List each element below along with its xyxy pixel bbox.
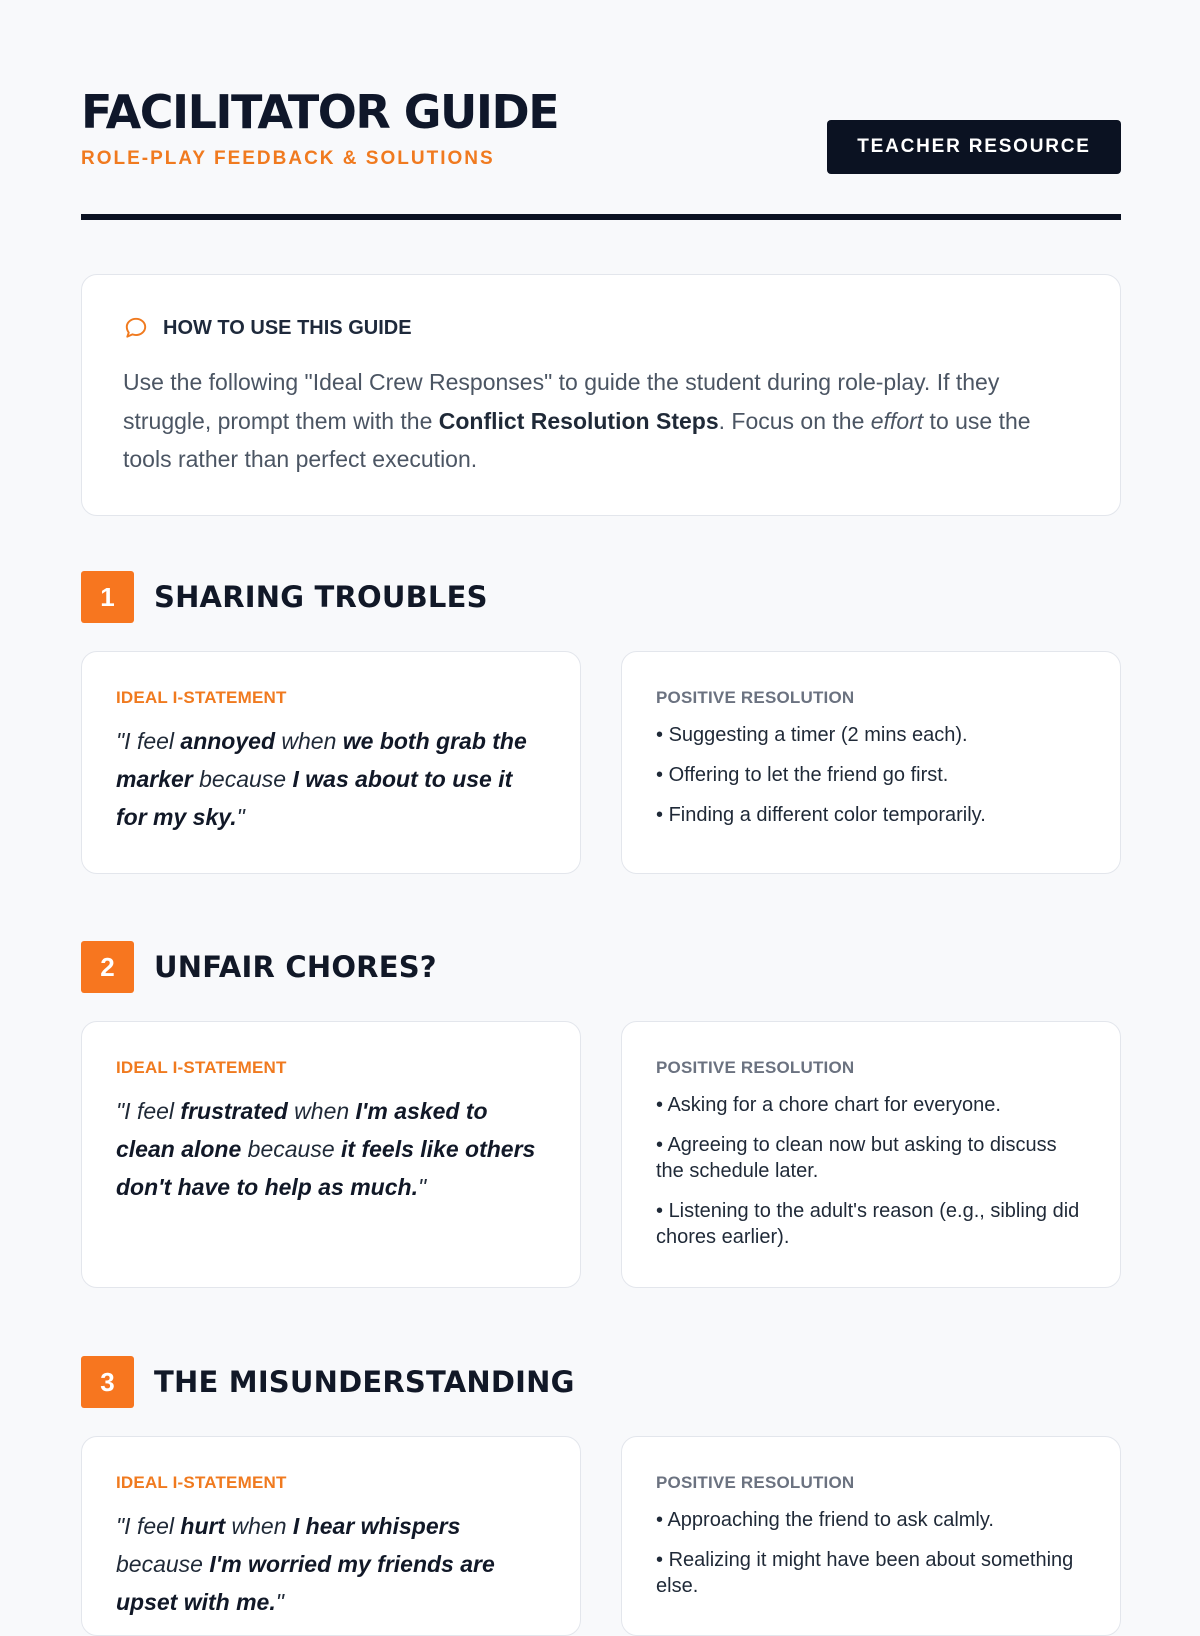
statement-label: IDEAL I-STATEMENT [116, 688, 287, 707]
resolution-list [656, 1507, 1086, 1599]
statement-text: when [225, 1513, 293, 1539]
resolution-label: POSITIVE RESOLUTION [656, 1058, 855, 1077]
resolution-list [656, 1092, 1086, 1250]
section-number-badge: 3 [81, 1356, 134, 1408]
resolution-label: POSITIVE RESOLUTION [656, 688, 855, 707]
statement-reason: it feels like others don't have to help as much. [116, 1136, 536, 1200]
statement-label: IDEAL I-STATEMENT [116, 1473, 287, 1492]
statement-text: " [236, 804, 245, 830]
section-2-statement-card [81, 1021, 581, 1288]
intro-text-part: Use the following "Ideal Crew Responses" to guide the student during role-play. If they struggle, prompt them with the [123, 369, 1000, 434]
section-1-header [81, 571, 488, 623]
resolution-item: • Offering to let the friend go first. [656, 762, 1086, 788]
statement-situation: I hear whispers [292, 1513, 461, 1539]
resolution-label: POSITIVE RESOLUTION [656, 1473, 855, 1492]
resolution-item: • Approaching the friend to ask calmly. [656, 1507, 1086, 1533]
intro-text-part: to use the tools rather than perfect execution. [123, 407, 1031, 472]
statement-text: because [192, 766, 293, 792]
statement-feeling: annoyed [180, 728, 275, 754]
section-number-badge: 1 [81, 571, 134, 623]
statement-text: when [287, 1098, 356, 1124]
how-to-use-text [123, 363, 1080, 479]
resolution-item: • Suggesting a timer (2 mins each). [656, 722, 1086, 748]
conflict-resolution-steps-emphasis: Conflict Resolution Steps [438, 407, 719, 434]
resolution-item: • Realizing it might have been about something else. [656, 1547, 1086, 1599]
speech-bubble-icon [123, 315, 149, 341]
resolution-item: • Listening to the adult's reason (e.g., sibling did chores earlier). [656, 1198, 1086, 1250]
resolution-item: • Agreeing to clean now but asking to discuss the schedule later. [656, 1132, 1086, 1184]
header-divider [81, 214, 1121, 220]
statement-text: " [275, 1589, 284, 1615]
statement-text: "I feel [116, 1513, 181, 1539]
statement-label: IDEAL I-STATEMENT [116, 1058, 287, 1077]
section-3-statement-card [81, 1436, 581, 1636]
resolution-item: • Finding a different color temporarily. [656, 802, 1086, 828]
resolution-list [656, 722, 1086, 828]
how-to-use-card [81, 274, 1121, 516]
page-header [81, 86, 1121, 220]
effort-emphasis: effort [870, 407, 924, 434]
section-title: THE MISUNDERSTANDING [154, 1365, 575, 1399]
intro-text-part: . Focus on the [718, 407, 871, 434]
section-1-resolution-card [621, 651, 1121, 874]
section-title: UNFAIR CHORES? [154, 950, 437, 984]
statement-feeling: frustrated [180, 1098, 288, 1124]
statement-text: " [417, 1174, 427, 1200]
section-2-resolution-card [621, 1021, 1121, 1288]
i-statement [116, 1092, 546, 1206]
how-to-use-header [123, 313, 1080, 343]
statement-reason: I was about to use it for my sky. [116, 766, 513, 830]
section-1-statement-card [81, 651, 581, 874]
statement-text: "I feel [116, 1098, 181, 1124]
how-to-use-title: HOW TO USE THIS GUIDE [163, 316, 412, 339]
page-title: FACILITATOR GUIDE [81, 85, 559, 139]
section-number-badge: 2 [81, 941, 134, 993]
statement-text: "I feel [116, 728, 181, 754]
facilitator-guide-page [81, 0, 1121, 1615]
i-statement [116, 1507, 546, 1621]
statement-feeling: hurt [180, 1513, 226, 1539]
statement-text: because [116, 1551, 210, 1577]
statement-text: because [241, 1136, 342, 1162]
resolution-item: • Asking for a chore chart for everyone. [656, 1092, 1086, 1118]
section-3-header [81, 1356, 575, 1408]
page-subtitle: ROLE-PLAY FEEDBACK & SOLUTIONS [81, 148, 495, 169]
section-title: SHARING TROUBLES [154, 580, 488, 614]
section-3-resolution-card [621, 1436, 1121, 1636]
statement-text: when [275, 728, 343, 754]
i-statement [116, 722, 546, 836]
teacher-resource-badge: TEACHER RESOURCE [827, 120, 1121, 174]
statement-situation: we both grab the marker [116, 728, 527, 792]
statement-reason: I'm worried my friends are upset with me. [116, 1551, 495, 1615]
section-2-header [81, 941, 437, 993]
statement-situation: I'm asked to clean alone [116, 1098, 488, 1162]
